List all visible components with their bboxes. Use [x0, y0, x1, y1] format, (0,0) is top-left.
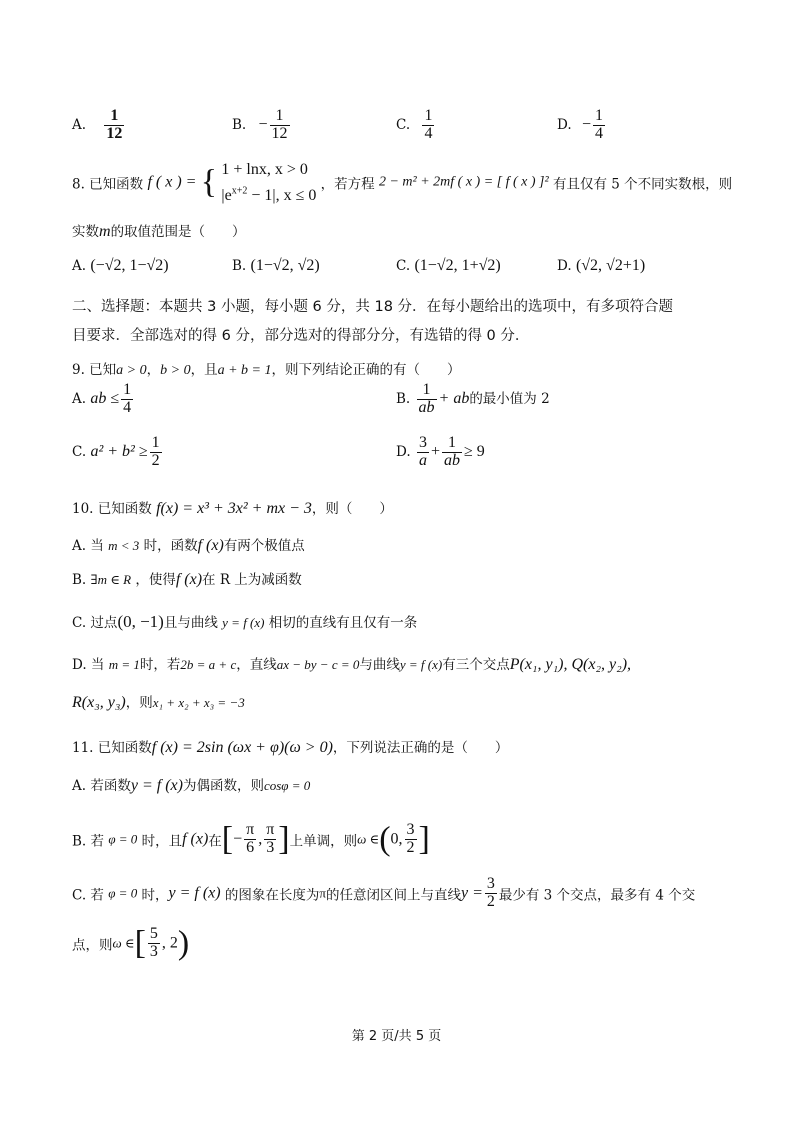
q11-option-a: A. 若函数y = f (x)为偶函数，则cosφ = 0	[72, 777, 311, 794]
q9-stem: 9. 已知a > 0，b > 0，且a + b = 1，则下列结论正确的有（ ）	[72, 362, 461, 378]
q9-option-a: A. ab ≤ $\frac{1}{4}$	[72, 381, 132, 416]
q8-stem: 8. 已知函数 f ( x ) = { 1 + lnx, x > 0 $|e^{x+2} - 1|$, x ≤ 0 ，若方程 2 − m² + 2mf ( x ) = [ f ( x ) ]² 有且仅有 5 个不同实数根，则	[72, 161, 733, 204]
q11-option-c: C. 若 φ = 0 时，y = f (x) 的图象在长度为π的任意闭区间上与直线y = $\frac{3}{2}$ 最少有 3 个交点，最多有 4 个交	[72, 875, 696, 910]
section2-heading-line2: 目要求．全部选对的得 6 分，部分选对的得部分分，有选错的得 0 分．	[72, 328, 530, 344]
q8-stem-line2: 实数m的取值范围是（ ）	[72, 223, 246, 240]
section2-heading: 二、选择题：本题共 3 小题，每小题 6 分，共 18 分．在每小题给出的选项中，有多项符合题	[72, 299, 674, 315]
q7-option-c: C. $\frac{1}{4}$	[396, 107, 433, 142]
q7-option-d: D. − $\frac{1}{4}$	[557, 107, 603, 142]
q7-option-b: B. − $\frac{1}{12}$	[232, 107, 288, 142]
q7-option-a: A. $\frac{1}{12}$	[72, 107, 123, 142]
page-footer: 第 2 页/共 5 页	[351, 1029, 442, 1044]
q10-option-b: B. ∃m ∈ R ，使得f (x)在 R 上为减函数	[72, 571, 302, 588]
q11-option-c-line2: 点，则ω ∈[ $\frac{5}{3}$ , 2)	[72, 924, 190, 962]
q10-option-c: C. 过点(0, −1)且与曲线 y = f (x) 相切的直线有且仅有一条	[72, 612, 418, 631]
q9-option-b: B. $\frac{1}{ab}$ + ab的最小值为 2	[396, 381, 550, 416]
q10-stem: 10. 已知函数 f(x) = x³ + 3x² + mx − 3，则（ ）	[72, 500, 393, 517]
q10-option-a: A. 当 m < 3 时，函数f (x)有两个极值点	[72, 537, 305, 554]
q11-option-b: B. 若 φ = 0 时，且f (x)在[− $\frac{\pi}{6}$ , $\frac{\pi}{3}$ ]上单调，则ω ∈(0, $\frac{3}{2}$ ]	[72, 820, 430, 858]
q10-option-d: D. 当 m = 1时，若2b = a + c，直线ax − by − c = 0与曲线y = f (x)有三个交点P(x₁, y₁), Q(x₂, y₂),	[72, 656, 632, 673]
q9-option-c: C. a² + b² ≥ $\frac{1}{2}$	[72, 434, 160, 469]
q8-option-a: A. (−√2, 1−√2)	[72, 257, 169, 274]
q9-option-d: D. $\frac{3}{a}$ + $\frac{1}{ab}$ ≥ 9	[396, 434, 485, 469]
q10-option-d-line2: R(x₃, y₃)，则x₁ + x₂ + x₃ = −3	[72, 694, 245, 711]
q11-stem: 11. 已知函数f (x) = 2sin (ωx + φ)(ω > 0)，下列说法正确的是（ ）	[72, 739, 509, 756]
q8-option-c: C. (1−√2, 1+√2)	[396, 257, 501, 274]
q8-option-d: D. (√2, √2+1)	[557, 257, 646, 274]
q8-option-b: B. (1−√2, √2)	[232, 257, 320, 274]
